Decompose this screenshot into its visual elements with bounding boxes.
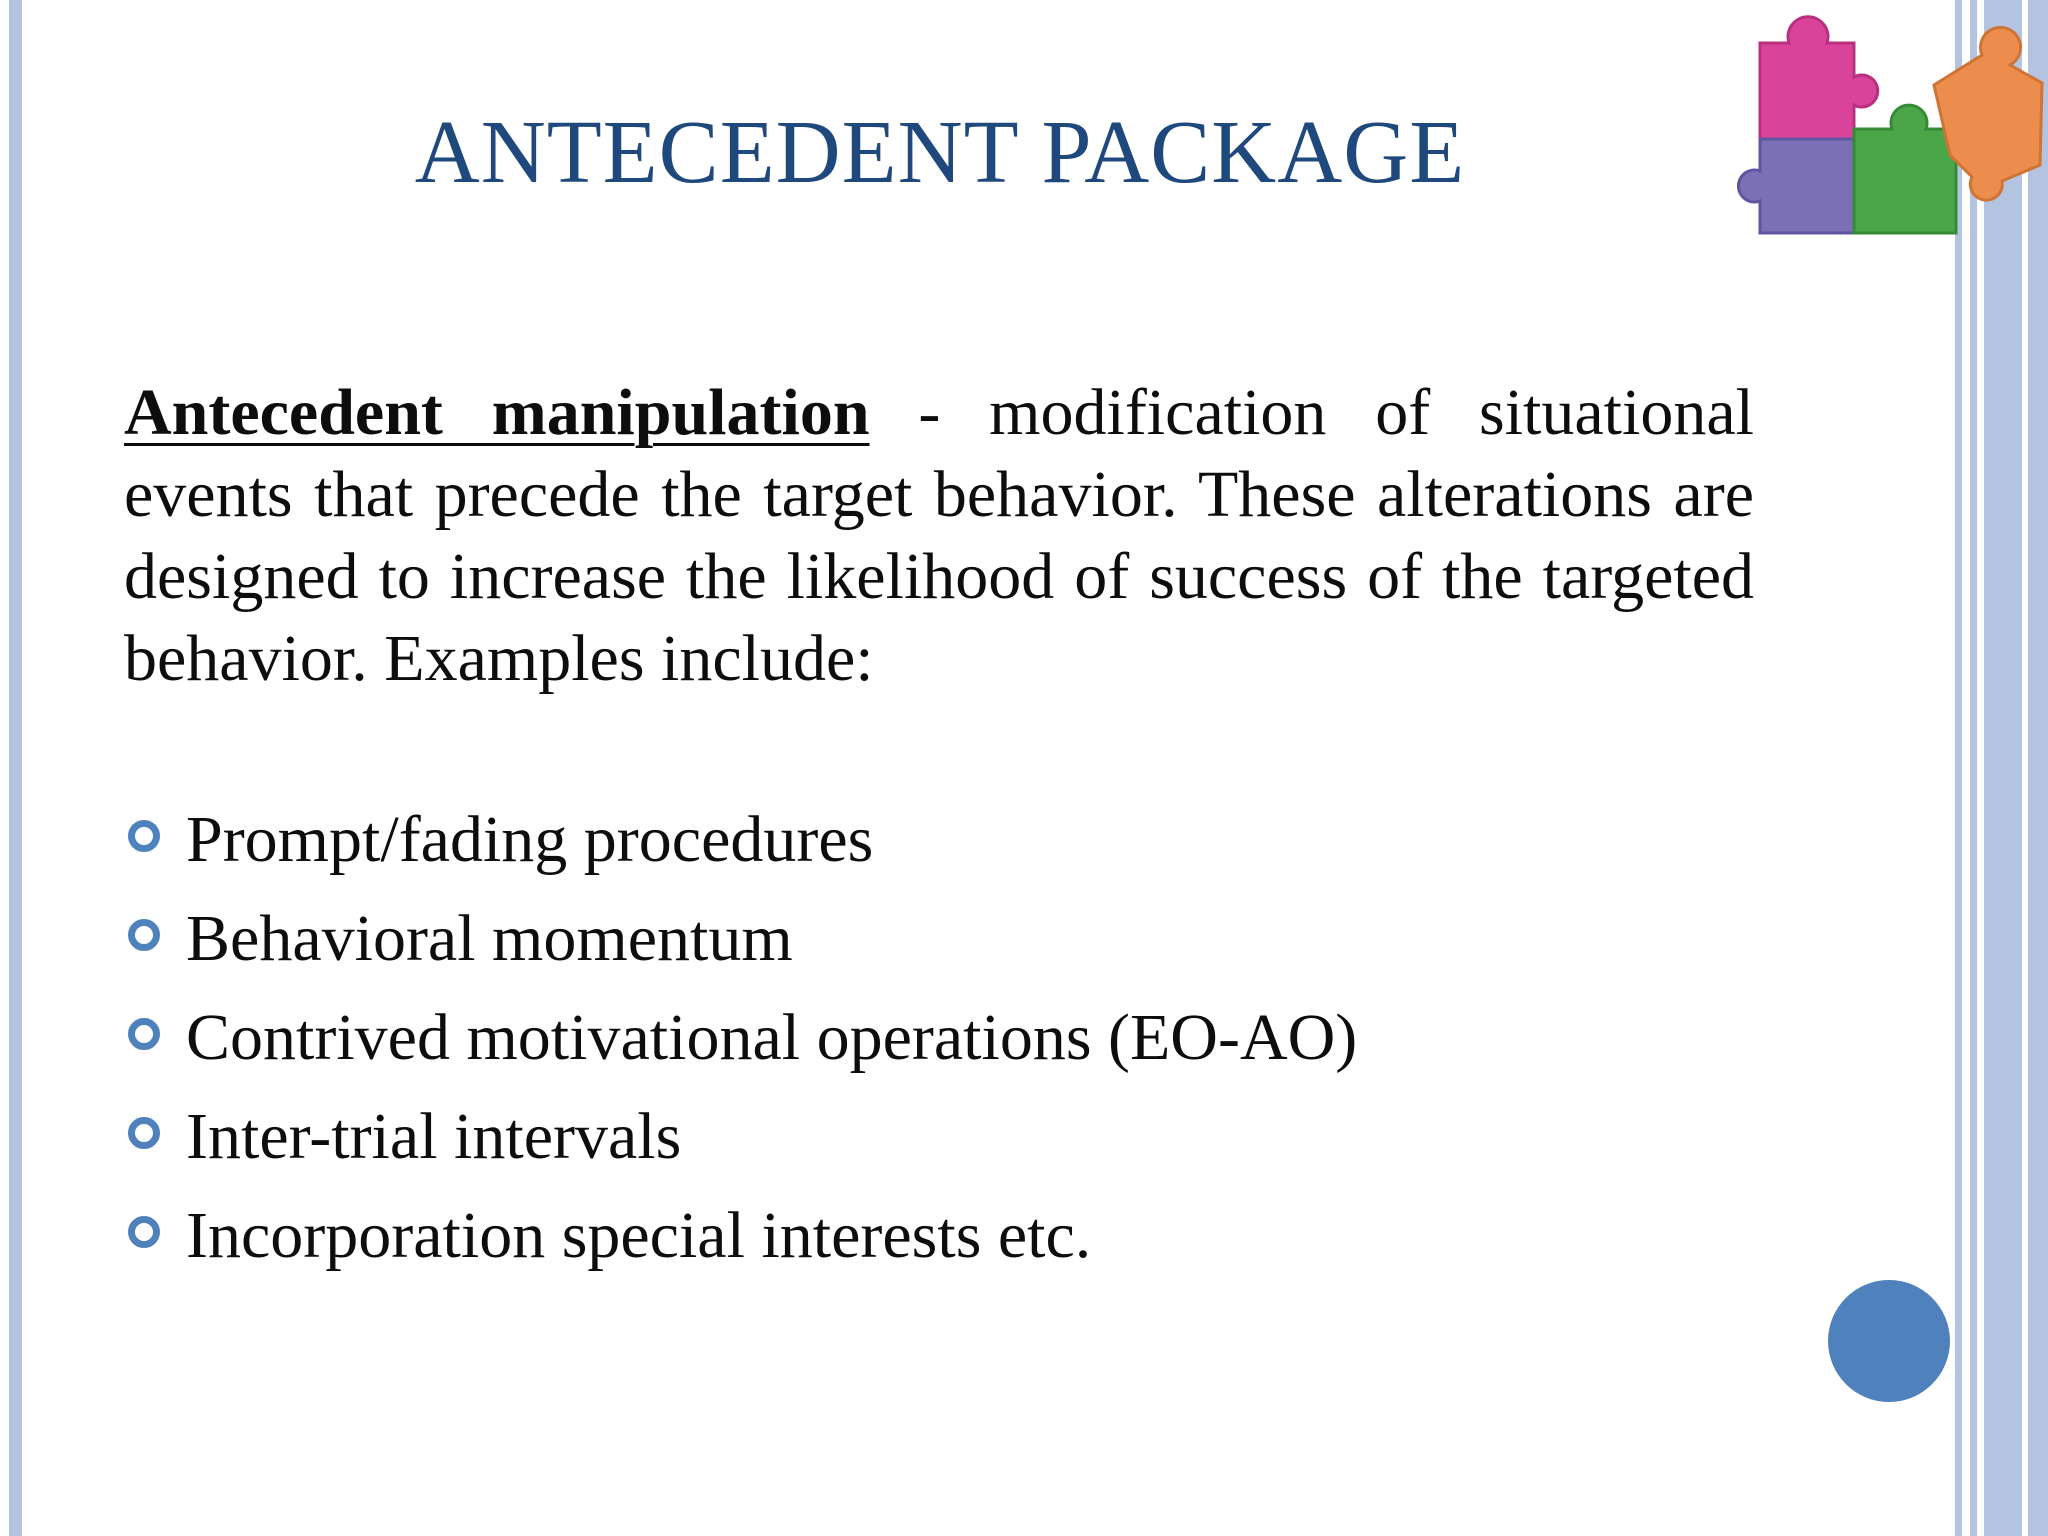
definition-term: Antecedent manipulation <box>124 376 870 449</box>
list-item <box>124 800 1357 899</box>
bullet-icon <box>128 820 160 852</box>
list-item <box>124 1196 1357 1295</box>
definition-separator: - <box>869 376 990 449</box>
list-item-text: Behavioral momentum <box>186 902 793 975</box>
left-border-stripe <box>9 0 22 1536</box>
definition-text: modification of situational events that precede the target behavior. These alterations are designed to increase the likelihood of success of the targeted behavior. Examples include: <box>124 376 1754 695</box>
bullet-icon <box>128 1117 160 1149</box>
slide-title: ANTECEDENT PACKAGE <box>414 103 1466 202</box>
list-item <box>124 998 1357 1097</box>
bullet-icon <box>128 1018 160 1050</box>
examples-list <box>124 800 1357 1295</box>
decorative-circle <box>1828 1280 1950 1402</box>
list-item <box>124 899 1357 998</box>
list-item-text: Contrived motivational operations (EO-AO) <box>186 1001 1358 1074</box>
list-item-text: Incorporation special interests etc. <box>186 1199 1092 1272</box>
definition-paragraph <box>124 372 1754 700</box>
list-item-text: Inter-trial intervals <box>186 1100 682 1173</box>
bullet-icon <box>128 1216 160 1248</box>
list-item <box>124 1097 1357 1196</box>
bullet-icon <box>128 919 160 951</box>
list-item-text: Prompt/fading procedures <box>186 803 874 876</box>
